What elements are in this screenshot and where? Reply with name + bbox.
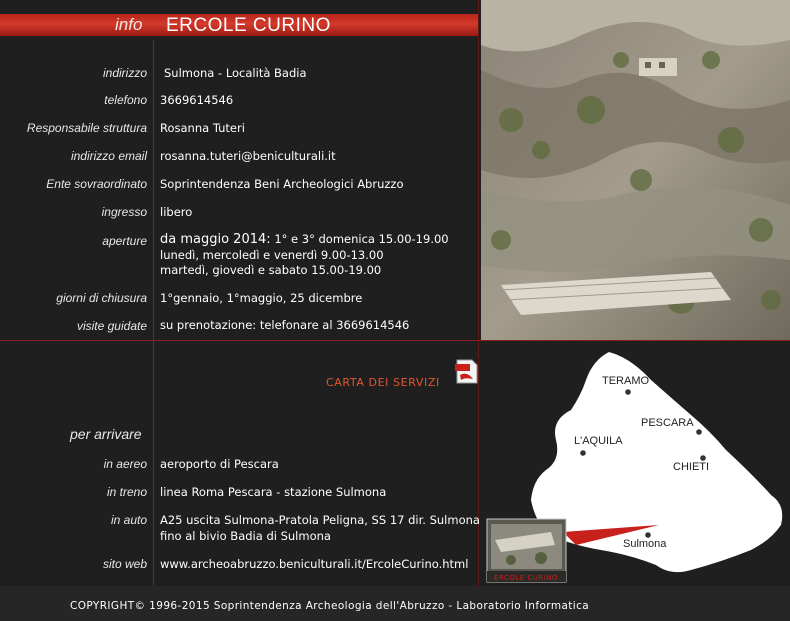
aperture-line2: lunedì, mercoledì e venerdì 9.00-13.00 <box>160 248 384 262</box>
label-aereo: in aereo <box>103 457 147 471</box>
teramo-marker <box>625 389 631 395</box>
copyright-text: COPYRIGHT© 1996-2015 Soprintendenza Archeologia dell'Abruzzo - Laboratorio Informatica <box>70 600 590 612</box>
carta-servizi-link[interactable]: CARTA DEI SERVIZI <box>326 376 440 389</box>
label-telefono: telefono <box>104 93 147 107</box>
value-email[interactable]: rosanna.tuteri@beniculturali.it <box>160 149 336 163</box>
city-pescara: PESCARA <box>641 417 694 429</box>
chieti-marker <box>700 455 706 461</box>
page-title: ERCOLE CURINO <box>166 15 331 36</box>
label-treno: in treno <box>106 485 147 499</box>
title-bar <box>0 14 478 36</box>
site-photo <box>481 0 790 340</box>
city-laquila: L'AQUILA <box>574 435 623 447</box>
value-auto: A25 uscita Sulmona-Pratola Peligna, SS 17 dir. Sulmona <box>160 513 480 527</box>
arrivare-heading: per arrivare <box>70 426 142 442</box>
value-aperture <box>160 232 449 247</box>
value-ente: Soprintendenza Beni Archeologici Abruzzo <box>160 177 404 191</box>
label-sito: sito web <box>102 557 147 571</box>
label-aperture: aperture <box>102 234 147 248</box>
value-visite: su prenotazione: telefonare al 3669614546 <box>160 318 410 332</box>
city-teramo: TERAMO <box>602 375 650 387</box>
label-visite: visite guidate <box>76 319 147 333</box>
value-chiusura: 1°gennaio, 1°maggio, 25 dicembre <box>160 291 363 305</box>
value-indirizzo: Sulmona - Località Badia <box>164 66 307 80</box>
aperture-line1: 1° e 3° domenica 15.00-19.00 <box>274 232 449 246</box>
value-ingresso: libero <box>160 205 193 219</box>
pescara-marker <box>696 429 702 435</box>
label-responsabile: Responsabile struttura <box>26 121 147 135</box>
thumbnail-caption: ERCOLE CURINO <box>494 574 559 582</box>
city-chieti: CHIETI <box>673 461 710 473</box>
value-auto-line2: fino al bivio Badia di Sulmona <box>160 529 331 543</box>
value-telefono: 3669614546 <box>160 93 234 107</box>
footer <box>0 586 790 621</box>
column-divider <box>153 40 154 586</box>
site-thumbnail[interactable] <box>487 519 566 582</box>
label-ingresso: ingresso <box>101 205 147 219</box>
label-auto: in auto <box>110 513 147 527</box>
aperture-start: da maggio 2014: <box>160 232 271 247</box>
label-chiusura: giorni di chiusura <box>56 291 147 305</box>
label-indirizzo: indirizzo <box>102 66 147 80</box>
city-sulmona: Sulmona <box>623 538 667 550</box>
label-email: indirizzo email <box>70 149 147 163</box>
value-aereo: aeroporto di Pescara <box>160 457 279 471</box>
value-responsabile: Rosanna Tuteri <box>160 121 245 135</box>
laquila-marker <box>580 450 586 456</box>
info-label: info <box>115 15 143 34</box>
region-map <box>481 340 790 585</box>
label-ente: Ente sovraordinato <box>46 177 147 191</box>
pdf-icon[interactable] <box>455 359 479 384</box>
value-sito-web[interactable]: www.archeoabruzzo.beniculturali.it/ErcoleCurino.html <box>160 557 469 571</box>
value-treno: linea Roma Pescara - stazione Sulmona <box>160 485 387 499</box>
sulmona-marker <box>645 532 651 538</box>
photo-divider <box>478 0 479 586</box>
aperture-line3: martedì, giovedì e sabato 15.00-19.00 <box>160 263 382 277</box>
